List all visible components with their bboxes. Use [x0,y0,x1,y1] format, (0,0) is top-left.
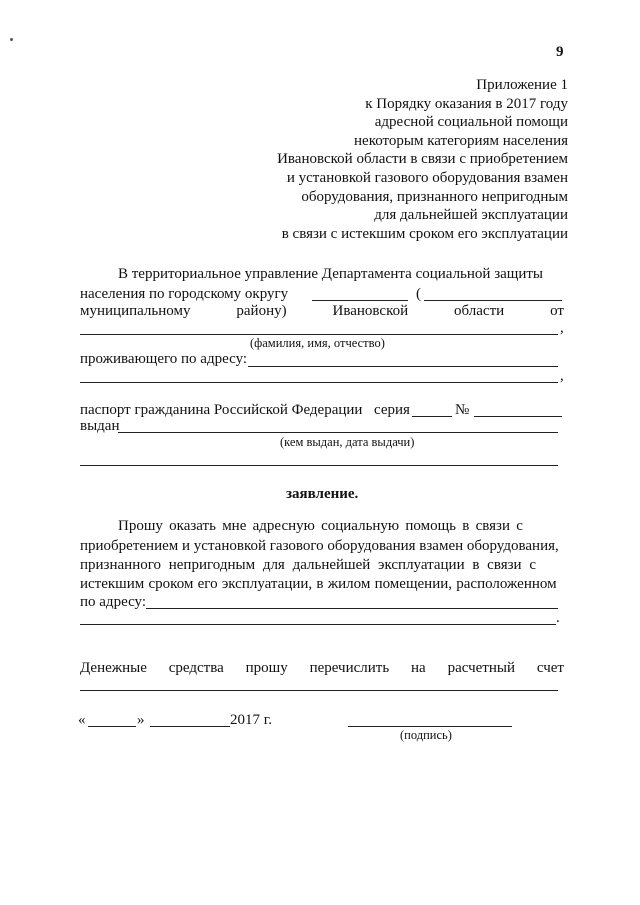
series-label: серия [374,402,410,418]
statement-line-1 [118,518,564,535]
caption-signature: (подпись) [400,728,452,742]
word: счет [536,660,564,676]
statement-line-3: признанного непригодным для дальнейшей эксплуатации в связи с [80,557,536,573]
appendix-line: для дальнейшей эксплуатации [374,207,568,224]
word: Ивановской [332,303,409,319]
dwelling-address-field-2[interactable] [80,624,556,625]
caption-full-name: (фамилия, имя, отчество) [250,336,385,350]
word: расчетный [447,660,515,676]
appendix-line: адресной социальной помощи [374,114,568,131]
page-number: 9 [556,44,564,60]
word: прошу [245,660,288,676]
word: области [454,303,505,319]
statement-text: Прошу оказать мне адресную социальную помощь в связи с [118,518,523,534]
date-quote-close: » [137,712,145,728]
word: району) [236,303,287,319]
district-label: населения по городскому округу [80,286,289,302]
paren-open: ( [416,286,421,302]
date-month-field[interactable] [150,726,230,727]
word: перечислить [309,660,390,676]
comma: , [560,368,564,384]
appendix-line: Ивановской области в связи с приобретением [277,151,568,168]
statement-line-4: истекшим сроком его эксплуатации, в жилом помещении, расположенном [80,576,557,592]
appendix-line: и установкой газового оборудования взамен [286,169,568,186]
passport-series-field[interactable] [412,416,452,417]
word: Денежные [80,660,147,676]
funds-line [80,660,564,677]
date-quote-open: « [78,712,86,728]
word: от [550,303,564,319]
appendix-header [228,76,568,243]
dwelling-address-field[interactable] [146,608,558,609]
full-name-field[interactable] [80,334,558,335]
statement-title: заявление. [286,486,359,502]
appendix-line: оборудования, признанного непригодным [301,188,568,205]
recipient-line: В территориальное управление Департамента социальной защиты [118,266,543,282]
bank-account-field[interactable] [80,690,558,691]
comma: , [560,320,564,336]
issued-label: выдан [80,418,120,434]
residing-address-field-2[interactable] [80,382,558,383]
word: на [411,660,426,676]
issued-by-field-2[interactable] [80,465,558,466]
appendix-line: в связи с истекшим сроком его эксплуатации [281,225,568,242]
residing-label: проживающего по адресу: [80,351,248,367]
signature-field[interactable] [348,726,512,727]
appendix-line: к Порядку оказания в 2017 году [365,95,568,112]
district-field[interactable] [312,300,408,301]
word: средства [168,660,224,676]
caption-issued: (кем выдан, дата выдачи) [280,435,415,449]
issued-by-field[interactable] [118,432,558,433]
statement-line-2: приобретением и установкой газового оборудования взамен оборудования, [80,538,559,554]
number-label: № [455,402,470,418]
passport-label: паспорт гражданина Российской Федерации [80,402,363,418]
date-day-field[interactable] [88,726,136,727]
municipal-line [80,303,564,320]
period: . [556,610,560,626]
statement-address-label: по адресу: [80,594,147,610]
date-year: 2017 г. [230,712,272,728]
residing-address-field[interactable] [248,366,558,367]
municipal-district-field[interactable] [424,300,562,301]
word: муниципальному [80,303,191,319]
appendix-line: Приложение 1 [476,77,568,93]
passport-number-field[interactable] [474,416,562,417]
scan-speck [10,38,13,41]
appendix-line: некоторым категориям населения [354,132,568,149]
